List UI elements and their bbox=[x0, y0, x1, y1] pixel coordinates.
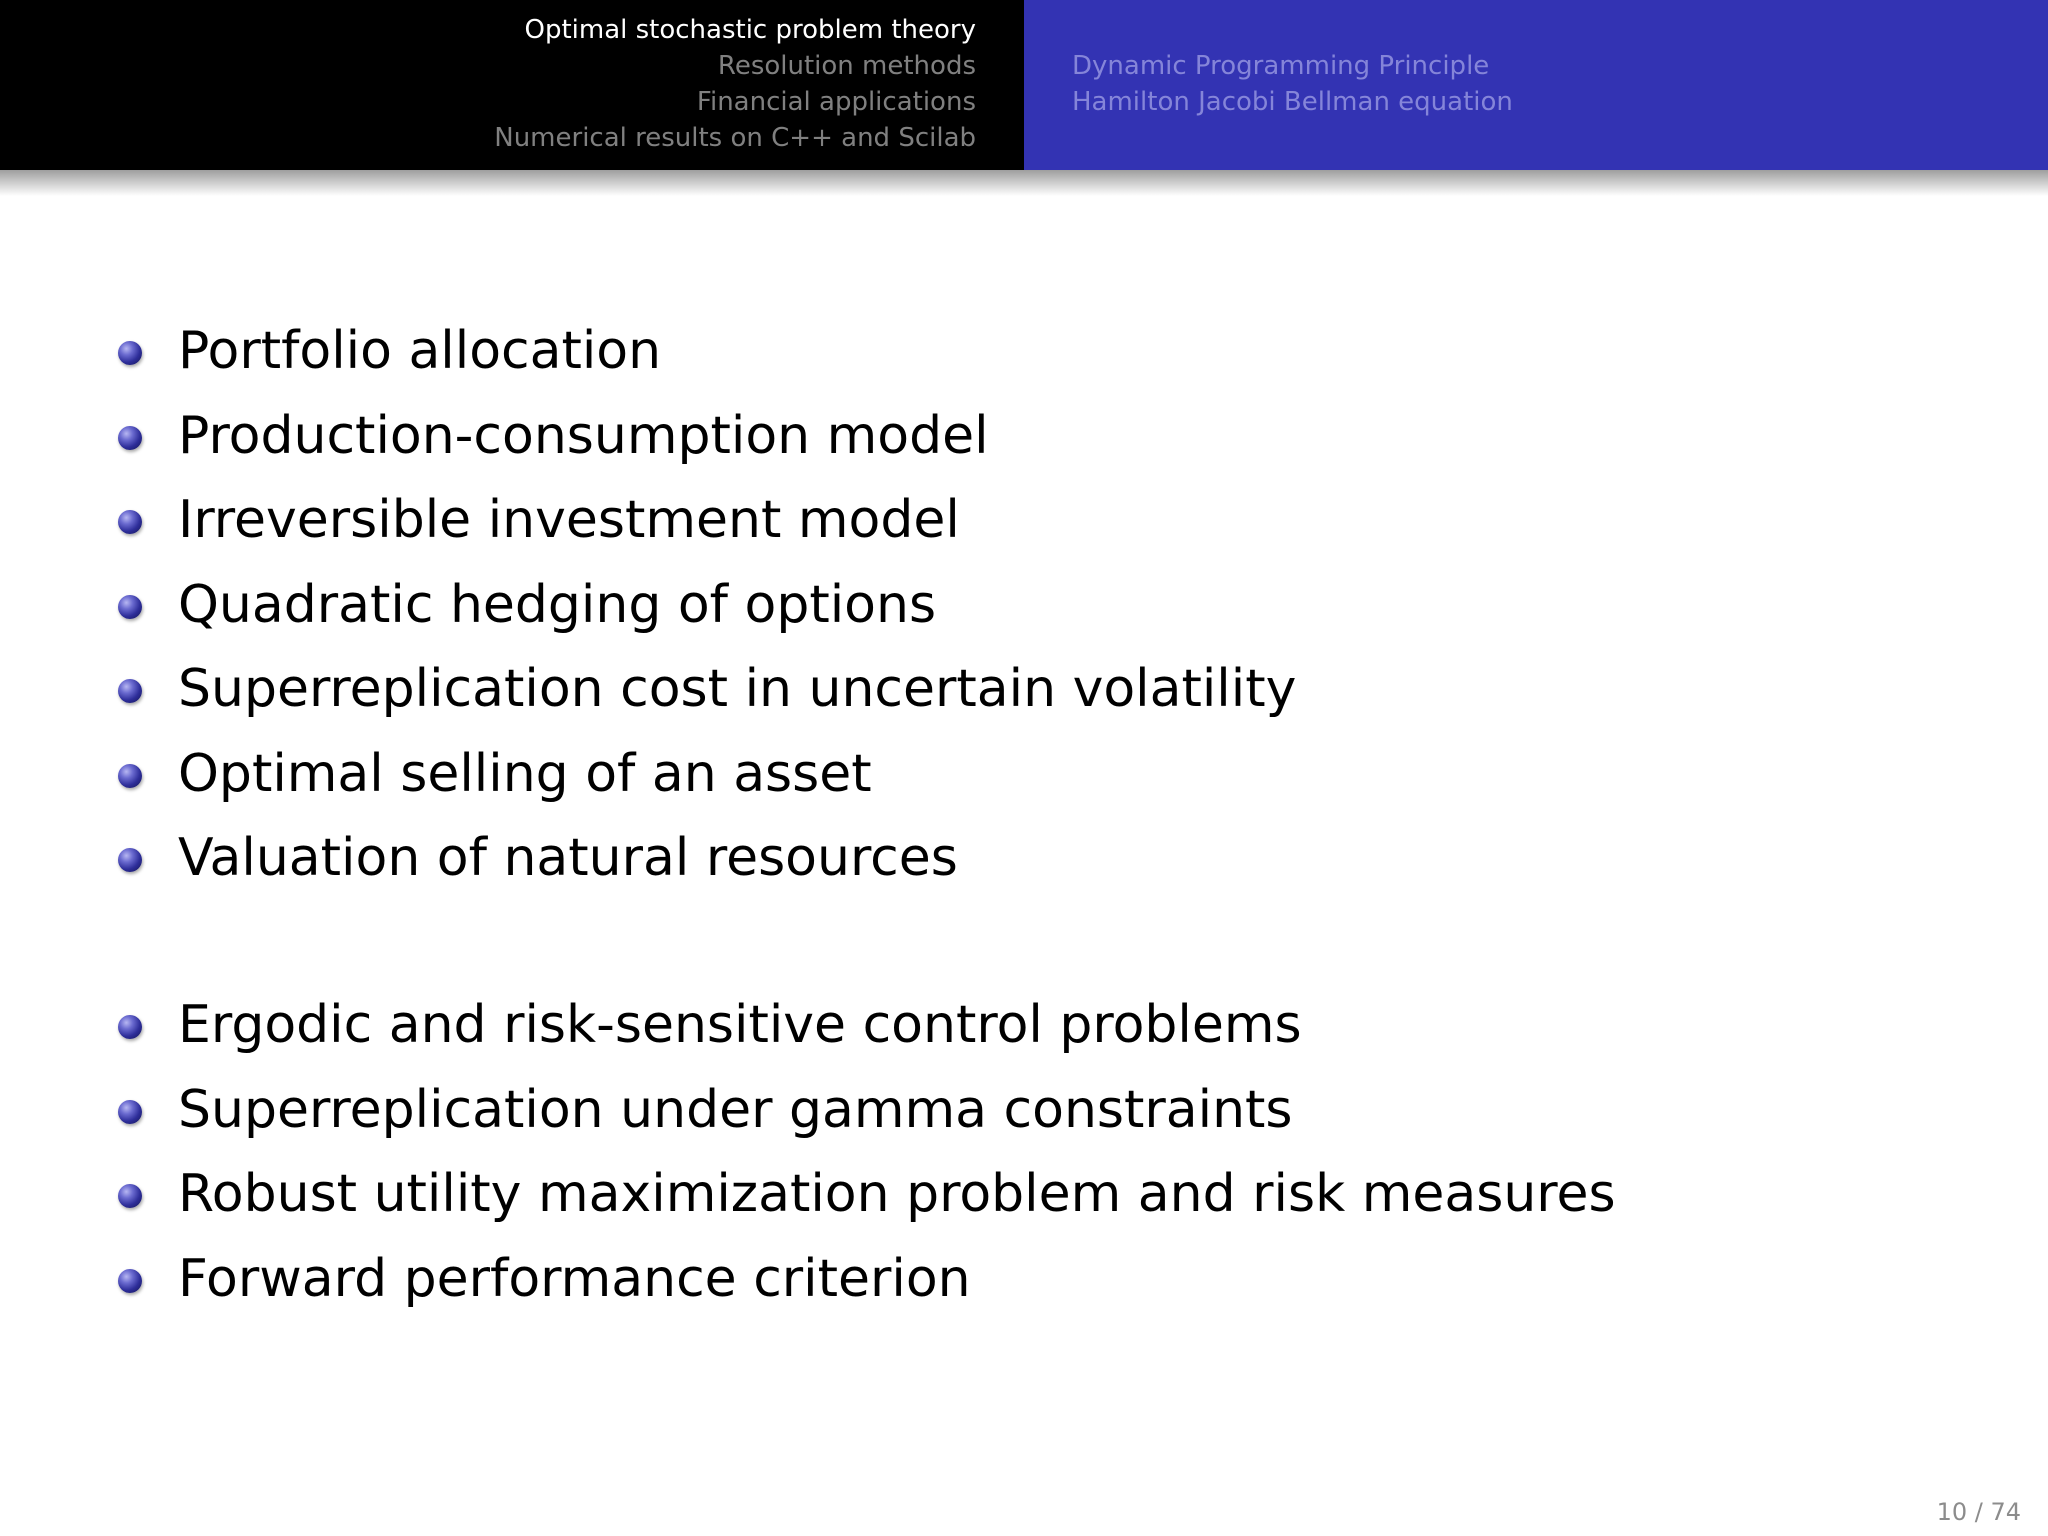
list-item-text: Optimal selling of an asset bbox=[178, 743, 872, 804]
list-item bbox=[118, 732, 1296, 817]
list-item bbox=[118, 563, 1296, 648]
bullet-list-applications bbox=[118, 309, 1296, 901]
subsection-nav-list bbox=[1072, 48, 1513, 120]
bullet-ball-icon bbox=[118, 764, 142, 788]
section-link-optimal-stochastic-problem-theory[interactable]: Optimal stochastic problem theory bbox=[524, 15, 976, 45]
sections-panel bbox=[0, 0, 1024, 170]
list-item-text: Quadratic hedging of options bbox=[178, 574, 937, 635]
bullet-ball-icon bbox=[118, 1184, 142, 1208]
list-item bbox=[118, 1068, 1616, 1153]
subsections-panel bbox=[1024, 0, 2048, 170]
list-item bbox=[118, 647, 1296, 732]
list-item bbox=[118, 1237, 1616, 1322]
bullet-ball-icon bbox=[118, 1100, 142, 1124]
bullet-ball-icon bbox=[118, 1269, 142, 1293]
page-number: 10 / 74 bbox=[1936, 1498, 2021, 1526]
list-item-text: Irreversible investment model bbox=[178, 490, 960, 550]
list-item-text: Robust utility maximization problem and risk measures bbox=[178, 1164, 1616, 1224]
list-item-text: Superreplication under gamma constraints bbox=[178, 1079, 1293, 1140]
bullet-ball-icon bbox=[118, 848, 142, 872]
section-link-financial-applications[interactable]: Financial applications bbox=[696, 87, 976, 117]
list-item-text: Superreplication cost in uncertain volatility bbox=[178, 659, 1297, 719]
subsection-link-hamilton-jacobi-bellman-equation[interactable]: Hamilton Jacobi Bellman equation bbox=[1072, 87, 1513, 117]
list-item bbox=[118, 1152, 1616, 1237]
bullet-ball-icon bbox=[118, 426, 142, 450]
section-nav-list bbox=[494, 12, 976, 156]
header-shadow bbox=[0, 170, 2048, 196]
list-item bbox=[118, 478, 1296, 563]
section-link-resolution-methods[interactable]: Resolution methods bbox=[717, 51, 976, 81]
list-item bbox=[118, 816, 1296, 901]
bullet-ball-icon bbox=[118, 1015, 142, 1039]
list-item bbox=[118, 394, 1296, 479]
bullet-ball-icon bbox=[118, 341, 142, 365]
list-item-text: Valuation of natural resources bbox=[178, 828, 958, 888]
bullet-ball-icon bbox=[118, 595, 142, 619]
subsection-link-dynamic-programming-principle[interactable]: Dynamic Programming Principle bbox=[1072, 51, 1490, 81]
list-item-text: Portfolio allocation bbox=[178, 321, 662, 381]
list-item-text: Ergodic and risk-sensitive control problems bbox=[178, 995, 1302, 1055]
bullet-ball-icon bbox=[118, 510, 142, 534]
list-item-text: Forward performance criterion bbox=[178, 1248, 971, 1309]
header-navigation-bar bbox=[0, 0, 2048, 170]
bullet-list-extensions bbox=[118, 983, 1616, 1321]
list-item bbox=[118, 983, 1616, 1068]
bullet-ball-icon bbox=[118, 679, 142, 703]
list-item bbox=[118, 309, 1296, 394]
section-link-numerical-results[interactable]: Numerical results on C++ and Scilab bbox=[494, 123, 976, 153]
list-item-text: Production-consumption model bbox=[178, 405, 989, 466]
